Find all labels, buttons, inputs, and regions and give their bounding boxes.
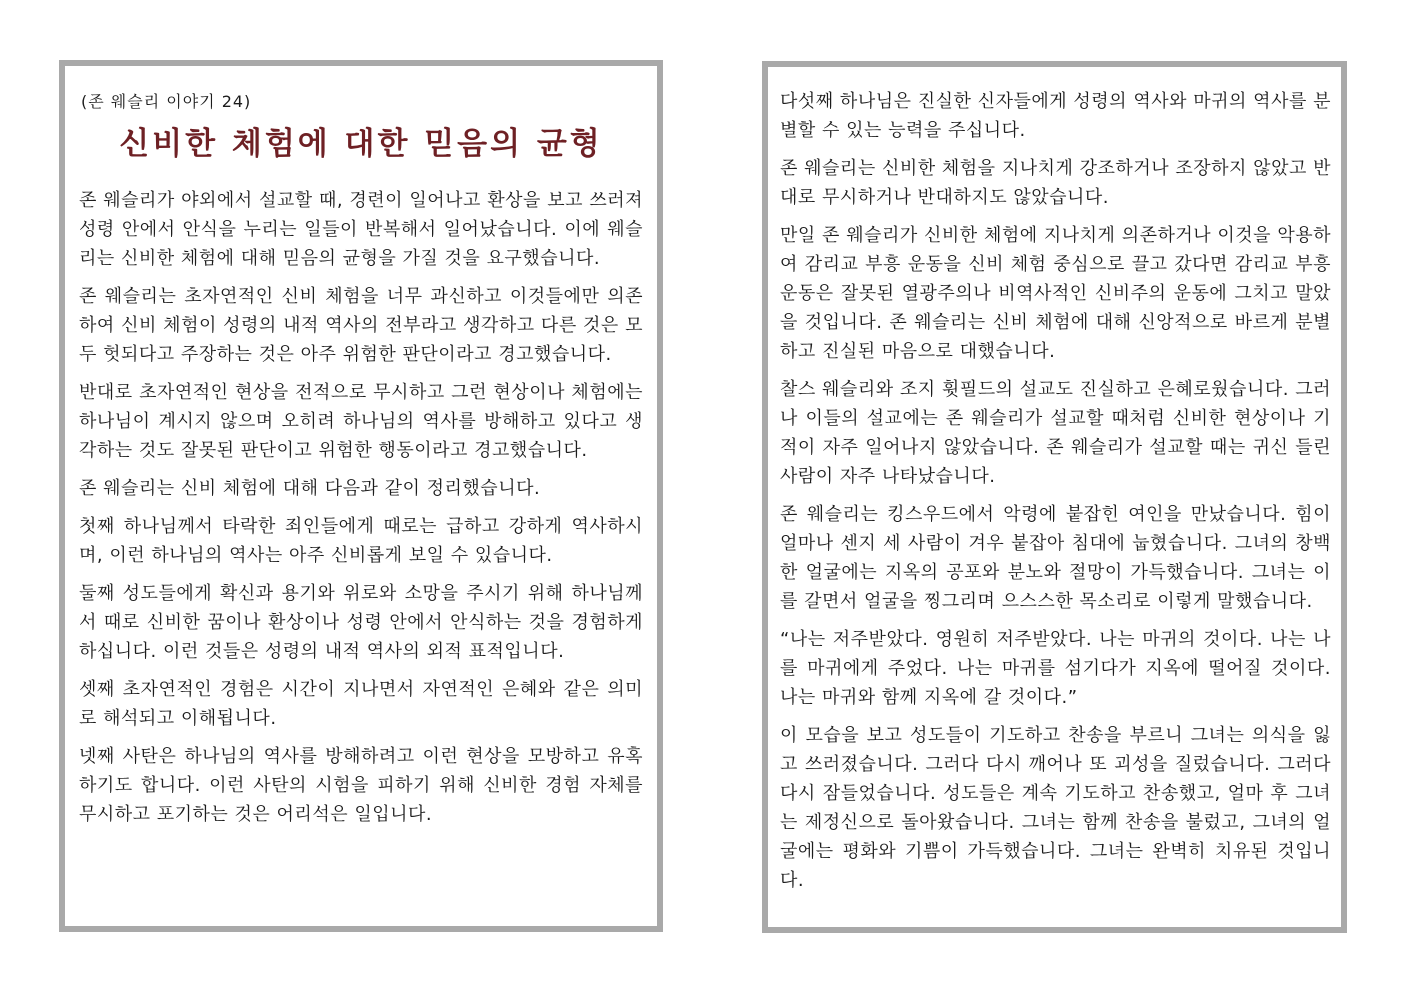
paragraph-warning-ignore: 반대로 초자연적인 현상을 전적으로 무시하고 그런 현상이나 체험에는 하나님이 계시지 않으며 오히려 하나님의 역사를 방해하고 있다고 생각하는 것도 잘못된 판단이고 위험한 행동이라고 경고했습니다. — [79, 382, 643, 461]
document-title: 신비한 체험에 대한 믿음의 균형 — [119, 126, 603, 162]
paragraph-intro: 존 웨슬리가 야외에서 설교할 때, 경련이 일어나고 환상을 보고 쓰러져 성령 안에서 안식을 누리는 일들이 반복해서 일어났습니다. 이에 웨슬리는 신비한 체험에 대해 믿음의 균형을 가질 것을 요구했습니다. — [79, 190, 643, 269]
paragraph-warning-overtrust: 존 웨슬리는 초자연적인 신비 체험을 너무 과신하고 이것들에만 의존하여 신비 체험이 성령의 내적 역사의 전부라고 생각하고 다른 것은 모두 헛되다고 주장하는 것은 아주 위험한 판단이라고 경고했습니다. — [79, 286, 643, 365]
story-number-header: (존 웨슬리 이야기 24) — [81, 92, 252, 111]
paragraph-point-third: 셋째 초자연적인 경험은 시간이 지나면서 자연적인 은혜와 같은 의미로 해석되고 이해됩니다. — [79, 679, 643, 729]
paragraph-point-second: 둘째 성도들에게 확신과 용기와 위로와 소망을 주시기 위해 하나님께서 때로 신비한 꿈이나 환상이나 성령 안에서 안식하는 것을 경험하게 하십니다. 이런 것들은 성령의 내적 역사의 외적 표적입니다. — [79, 583, 643, 662]
paragraph-other-preachers: 찰스 웨슬리와 조지 휫필드의 설교도 진실하고 은혜로웠습니다. 그러나 이들의 설교에는 존 웨슬리가 설교할 때처럼 신비한 현상이나 기적이 자주 일어나지 않았습니다. 존 웨슬리가 설교할 때는 귀신 들린 사람이 자주 나타났습니다. — [780, 379, 1331, 487]
paragraph-balance: 존 웨슬리는 신비한 체험을 지나치게 강조하거나 조장하지 않았고 반대로 무시하거나 반대하지도 않았습니다. — [780, 158, 1331, 208]
paragraph-hypothetical: 만일 존 웨슬리가 신비한 체험에 지나치게 의존하거나 이것을 악용하여 감리교 부흥 운동을 신비 체험 중심으로 끌고 갔다면 감리교 부흥 운동은 잘못된 열광주의나 비역사적인 신비주의 운동에 그치고 말았을 것입니다. 존 웨슬리는 신비 체험에 대해 신앙적으로 바르게 분별하고 진실된 마음으로 대했습니다. — [780, 225, 1331, 362]
paragraph-kingswood-woman: 존 웨슬리는 킹스우드에서 악령에 붙잡힌 여인을 만났습니다. 힘이 얼마나 센지 세 사람이 겨우 붙잡아 침대에 눕혔습니다. 그녀의 창백한 얼굴에는 지옥의 공포와 분노와 절망이 가득했습니다. 그녀는 이를 갈면서 얼굴을 찡그리며 으스스한 목소리로 이렇게 말했습니다. — [780, 504, 1331, 612]
paragraph-healing: 이 모습을 보고 성도들이 기도하고 찬송을 부르니 그녀는 의식을 잃고 쓰러졌습니다. 그러다 다시 깨어나 또 괴성을 질렀습니다. 그러다 다시 잠들었습니다. 성도들은 계속 기도하고 찬송했고, 얼마 후 그녀는 제정신으로 돌아왔습니다. 그녀는 함께 찬송을 불렀고, 그녀의 얼굴에는 평화와 기쁨이 가득했습니다. 그녀는 완벽히 치유된 것입니다. — [780, 725, 1331, 891]
paragraph-point-first: 첫째 하나님께서 타락한 죄인들에게 때로는 급하고 강하게 역사하시며, 이런 하나님의 역사는 아주 신비롭게 보일 수 있습니다. — [79, 516, 643, 566]
paragraph-point-fifth: 다섯째 하나님은 진실한 신자들에게 성령의 역사와 마귀의 역사를 분별할 수 있는 능력을 주십니다. — [780, 91, 1331, 141]
page-left — [59, 60, 663, 932]
paragraph-summary-lead: 존 웨슬리는 신비 체험에 대해 다음과 같이 정리했습니다. — [79, 478, 541, 499]
paragraph-woman-quote: “나는 저주받았다. 영원히 저주받았다. 나는 마귀의 것이다. 나는 나를 마귀에게 주었다. 나는 마귀를 섬기다가 지옥에 떨어질 것이다. 나는 마귀와 함께 지옥에 갈 것이다.” — [780, 629, 1331, 708]
page-right — [762, 61, 1347, 933]
paragraph-point-fourth: 넷째 사탄은 하나님의 역사를 방해하려고 이런 현상을 모방하고 유혹하기도 합니다. 이런 사탄의 시험을 피하기 위해 신비한 경험 자체를 무시하고 포기하는 것은 어리석은 일입니다. — [79, 746, 643, 825]
